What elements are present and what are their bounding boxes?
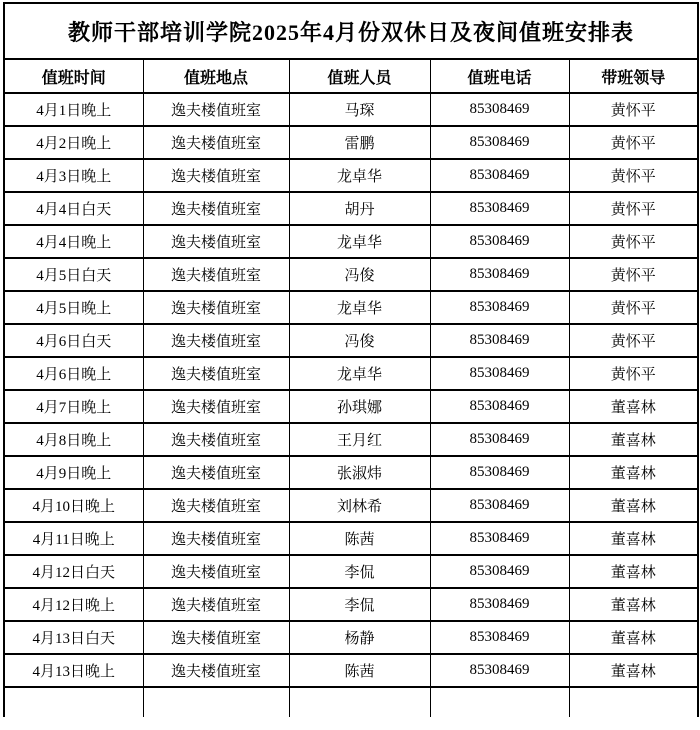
cell-duty-leader: 黄怀平 [569,159,698,192]
cell-empty [143,687,289,717]
cell-duty-phone: 85308469 [430,555,569,588]
cell-duty-person: 龙卓华 [289,357,430,390]
cell-duty-time: 4月4日晚上 [4,225,143,258]
table-row [4,291,698,324]
cell-duty-person: 杨静 [289,621,430,654]
cell-duty-time: 4月8日晚上 [4,423,143,456]
table-row [4,324,698,357]
cell-duty-phone: 85308469 [430,192,569,225]
table-row [4,258,698,291]
cell-duty-leader: 黄怀平 [569,324,698,357]
cell-duty-time: 4月4日白天 [4,192,143,225]
cell-duty-phone: 85308469 [430,159,569,192]
cell-duty-location: 逸夫楼值班室 [143,159,289,192]
cell-duty-person: 龙卓华 [289,159,430,192]
cell-duty-leader: 董喜林 [569,555,698,588]
cell-duty-leader: 董喜林 [569,522,698,555]
cell-duty-phone: 85308469 [430,489,569,522]
cell-duty-person: 冯俊 [289,324,430,357]
header-row [4,59,698,93]
cell-duty-location: 逸夫楼值班室 [143,456,289,489]
table-row [4,456,698,489]
page-title: 教师干部培训学院2025年4月份双休日及夜间值班安排表 [4,3,698,59]
table-row [4,93,698,126]
table-row [4,489,698,522]
table-row [4,159,698,192]
cell-duty-person: 龙卓华 [289,291,430,324]
cell-duty-time: 4月13日白天 [4,621,143,654]
cell-duty-leader: 董喜林 [569,456,698,489]
table-row [4,357,698,390]
column-header-duty-person: 值班人员 [289,59,430,93]
cell-duty-person: 冯俊 [289,258,430,291]
cell-duty-leader: 黄怀平 [569,126,698,159]
cell-duty-phone: 85308469 [430,588,569,621]
cell-duty-time: 4月11日晚上 [4,522,143,555]
cell-duty-leader: 黄怀平 [569,192,698,225]
cell-duty-leader: 董喜林 [569,489,698,522]
cell-duty-leader: 黄怀平 [569,357,698,390]
cell-duty-time: 4月7日晚上 [4,390,143,423]
cell-duty-location: 逸夫楼值班室 [143,357,289,390]
cell-duty-time: 4月12日白天 [4,555,143,588]
cell-duty-location: 逸夫楼值班室 [143,522,289,555]
cell-duty-leader: 黄怀平 [569,225,698,258]
column-header-duty-time: 值班时间 [4,59,143,93]
cell-duty-person: 李侃 [289,588,430,621]
cell-duty-phone: 85308469 [430,324,569,357]
cell-duty-time: 4月12日晚上 [4,588,143,621]
cell-duty-phone: 85308469 [430,522,569,555]
cell-duty-location: 逸夫楼值班室 [143,489,289,522]
cell-duty-leader: 董喜林 [569,588,698,621]
cell-duty-phone: 85308469 [430,654,569,687]
cell-duty-time: 4月5日白天 [4,258,143,291]
cell-duty-time: 4月1日晚上 [4,93,143,126]
cell-duty-leader: 董喜林 [569,423,698,456]
cell-duty-phone: 85308469 [430,357,569,390]
cell-duty-person: 马琛 [289,93,430,126]
cell-duty-phone: 85308469 [430,126,569,159]
table-row [4,225,698,258]
cell-empty [569,687,698,717]
table-row [4,522,698,555]
cell-duty-location: 逸夫楼值班室 [143,423,289,456]
cell-duty-phone: 85308469 [430,390,569,423]
cell-duty-leader: 董喜林 [569,390,698,423]
cell-duty-location: 逸夫楼值班室 [143,258,289,291]
cell-duty-time: 4月3日晚上 [4,159,143,192]
cell-duty-person: 张淑炜 [289,456,430,489]
cell-duty-time: 4月10日晚上 [4,489,143,522]
cell-duty-time: 4月9日晚上 [4,456,143,489]
cell-duty-phone: 85308469 [430,621,569,654]
cell-duty-person: 李侃 [289,555,430,588]
cell-duty-person: 陈茜 [289,522,430,555]
table-row [4,192,698,225]
table-row [4,423,698,456]
cell-duty-phone: 85308469 [430,423,569,456]
column-header-duty-location: 值班地点 [143,59,289,93]
column-header-duty-leader: 带班领导 [569,59,698,93]
cell-empty [289,687,430,717]
title-row [4,3,698,59]
cell-duty-phone: 85308469 [430,93,569,126]
cell-duty-location: 逸夫楼值班室 [143,93,289,126]
cell-duty-leader: 董喜林 [569,621,698,654]
cell-duty-location: 逸夫楼值班室 [143,621,289,654]
cell-duty-person: 刘林希 [289,489,430,522]
duty-schedule-table [3,2,699,717]
cell-duty-location: 逸夫楼值班室 [143,225,289,258]
cell-duty-time: 4月6日晚上 [4,357,143,390]
cell-duty-leader: 黄怀平 [569,258,698,291]
cell-duty-person: 孙琪娜 [289,390,430,423]
cell-duty-person: 王月红 [289,423,430,456]
cell-empty [430,687,569,717]
cell-duty-leader: 黄怀平 [569,93,698,126]
table-row [4,390,698,423]
cell-duty-phone: 85308469 [430,258,569,291]
table-row [4,126,698,159]
cell-duty-location: 逸夫楼值班室 [143,126,289,159]
table-row [4,621,698,654]
cell-duty-phone: 85308469 [430,225,569,258]
cell-duty-time: 4月2日晚上 [4,126,143,159]
cell-duty-location: 逸夫楼值班室 [143,555,289,588]
cell-duty-location: 逸夫楼值班室 [143,192,289,225]
cell-duty-person: 雷鹏 [289,126,430,159]
cell-duty-person: 陈茜 [289,654,430,687]
table-row [4,588,698,621]
table-body [4,93,698,717]
cell-duty-location: 逸夫楼值班室 [143,654,289,687]
cell-duty-person: 胡丹 [289,192,430,225]
cell-duty-phone: 85308469 [430,456,569,489]
cell-duty-time: 4月13日晚上 [4,654,143,687]
cell-duty-location: 逸夫楼值班室 [143,324,289,357]
cell-duty-time: 4月5日晚上 [4,291,143,324]
cell-duty-leader: 黄怀平 [569,291,698,324]
cell-duty-location: 逸夫楼值班室 [143,291,289,324]
table-row [4,555,698,588]
cell-duty-location: 逸夫楼值班室 [143,390,289,423]
cell-duty-person: 龙卓华 [289,225,430,258]
cell-duty-location: 逸夫楼值班室 [143,588,289,621]
cell-duty-leader: 董喜林 [569,654,698,687]
table-row-partial [4,687,698,717]
cell-duty-phone: 85308469 [430,291,569,324]
column-header-duty-phone: 值班电话 [430,59,569,93]
cell-empty [4,687,143,717]
table-row [4,654,698,687]
cell-duty-time: 4月6日白天 [4,324,143,357]
